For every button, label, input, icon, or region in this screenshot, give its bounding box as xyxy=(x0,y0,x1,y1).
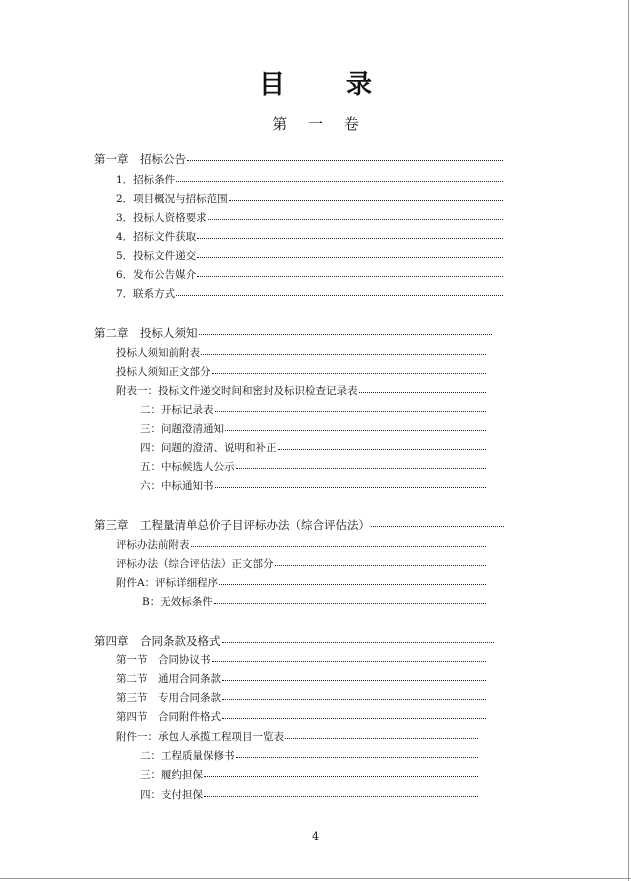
leader-dots xyxy=(201,354,486,355)
toc-item xyxy=(116,728,478,746)
toc-item-label: 第三节 专用合同条款 xyxy=(116,692,221,704)
toc-item xyxy=(116,363,486,381)
toc-item-label: 2．项目概况与招标范围 xyxy=(116,193,228,205)
leader-dots xyxy=(191,546,487,547)
toc-item xyxy=(116,555,486,573)
toc-chapter-3-title: 第三章 工程量清单总价子目评标办法（综合评估法） xyxy=(94,518,370,532)
toc-item xyxy=(116,382,486,400)
volume-heading: 第 一 卷 xyxy=(272,115,367,133)
leader-dots xyxy=(176,181,503,182)
leader-dots xyxy=(222,680,486,681)
toc-chapter-1 xyxy=(94,150,503,168)
toc-item xyxy=(116,708,486,726)
toc-item-label: 7．联系方式 xyxy=(116,288,176,300)
toc-item xyxy=(140,477,486,495)
toc-item-label: 第一节 合同协议书 xyxy=(116,654,211,666)
toc-item-label: 附件一：承包人承揽工程项目一览表 xyxy=(116,731,284,743)
toc-chapter-4-title: 第四章 合同条款及格式 xyxy=(94,634,221,648)
leader-dots xyxy=(225,430,486,431)
leader-dots xyxy=(212,373,487,374)
leader-dots xyxy=(215,411,487,412)
toc-item-label: 第四节 合同附件格式 xyxy=(116,711,221,723)
toc-item-label: 三：履约担保 xyxy=(140,769,203,781)
toc-item-label: 三：问题澄清通知 xyxy=(140,423,224,435)
toc-item-label: 五：中标候选人公示 xyxy=(140,461,235,473)
toc-item xyxy=(140,401,486,419)
toc-item-label: 第二节 通用合同条款 xyxy=(116,673,221,685)
toc-item-label: 二：开标记录表 xyxy=(140,404,214,416)
toc-item-label: B：无效标条件 xyxy=(142,596,213,608)
toc-item xyxy=(116,574,486,592)
toc-item-label: 5．投标文件递交 xyxy=(116,250,197,262)
leader-dots xyxy=(204,796,478,797)
leader-dots xyxy=(236,757,479,758)
toc-chapter-4 xyxy=(94,632,494,650)
leader-dots xyxy=(197,276,503,277)
toc-item xyxy=(142,593,486,611)
toc-item xyxy=(116,228,503,246)
toc-item xyxy=(116,651,486,669)
toc-item xyxy=(116,247,503,265)
leader-dots xyxy=(222,642,495,643)
leader-dots xyxy=(236,468,487,469)
toc-chapter-2-title: 第二章 投标人须知 xyxy=(94,326,198,340)
toc-item-label: 投标人须知正文部分 xyxy=(116,366,211,378)
toc-item-label: 四：问题的澄清、说明和补正 xyxy=(140,442,277,454)
toc-item xyxy=(116,266,503,284)
leader-dots xyxy=(278,449,487,450)
toc-item xyxy=(116,285,503,303)
leader-dots xyxy=(197,257,503,258)
toc-item xyxy=(116,670,486,688)
toc-chapter-1-title: 第一章 招标公告 xyxy=(94,152,186,166)
toc-item-label: 投标人须知前附表 xyxy=(116,347,200,359)
toc-item xyxy=(140,420,486,438)
leader-dots xyxy=(214,603,486,604)
leader-dots xyxy=(275,565,487,566)
leader-dots xyxy=(371,526,504,527)
toc-chapter-3 xyxy=(94,516,504,534)
toc-item xyxy=(140,747,478,765)
toc-item xyxy=(116,344,486,362)
toc-item xyxy=(140,786,478,804)
toc-title: 目 录 xyxy=(258,70,399,100)
toc-item-label: 4．招标文件获取 xyxy=(116,231,197,243)
page-edge-bottom xyxy=(0,878,631,879)
toc-item xyxy=(116,190,503,208)
toc-item-label: 评标办法前附表 xyxy=(116,539,190,551)
toc-item xyxy=(116,536,486,554)
toc-item xyxy=(140,439,486,457)
leader-dots xyxy=(285,738,478,739)
leader-dots xyxy=(229,200,503,201)
toc-item-label: 附件A：评标详细程序 xyxy=(116,577,219,589)
leader-dots xyxy=(215,487,487,488)
toc-item xyxy=(116,209,503,227)
leader-dots xyxy=(176,295,503,296)
toc-item xyxy=(140,458,486,476)
toc-item-label: 四：支付担保 xyxy=(140,789,203,801)
toc-item-label: 1．招标条件 xyxy=(116,174,176,186)
leader-dots xyxy=(199,334,493,335)
leader-dots xyxy=(219,584,486,585)
leader-dots xyxy=(222,718,486,719)
toc-item-label: 二：工程质量保修书 xyxy=(140,750,235,762)
leader-dots xyxy=(212,661,487,662)
toc-item-label: 6．发布公告媒介 xyxy=(116,269,197,281)
leader-dots xyxy=(204,776,478,777)
leader-dots xyxy=(222,699,486,700)
leader-dots xyxy=(208,219,503,220)
toc-item xyxy=(140,766,478,784)
toc-chapter-2 xyxy=(94,324,492,342)
toc-item-label: 3．投标人资格要求 xyxy=(116,212,207,224)
leader-dots xyxy=(187,160,503,161)
toc-item xyxy=(116,171,503,189)
leader-dots xyxy=(197,238,503,239)
toc-item-label: 评标办法（综合评估法）正文部分 xyxy=(116,558,274,570)
leader-dots xyxy=(359,392,487,393)
toc-item-label: 附表一：投标文件递交时间和密封及标识检查记录表 xyxy=(116,385,358,397)
toc-item xyxy=(116,689,486,707)
toc-item-label: 六：中标通知书 xyxy=(140,480,214,492)
page-number: 4 xyxy=(312,830,319,843)
